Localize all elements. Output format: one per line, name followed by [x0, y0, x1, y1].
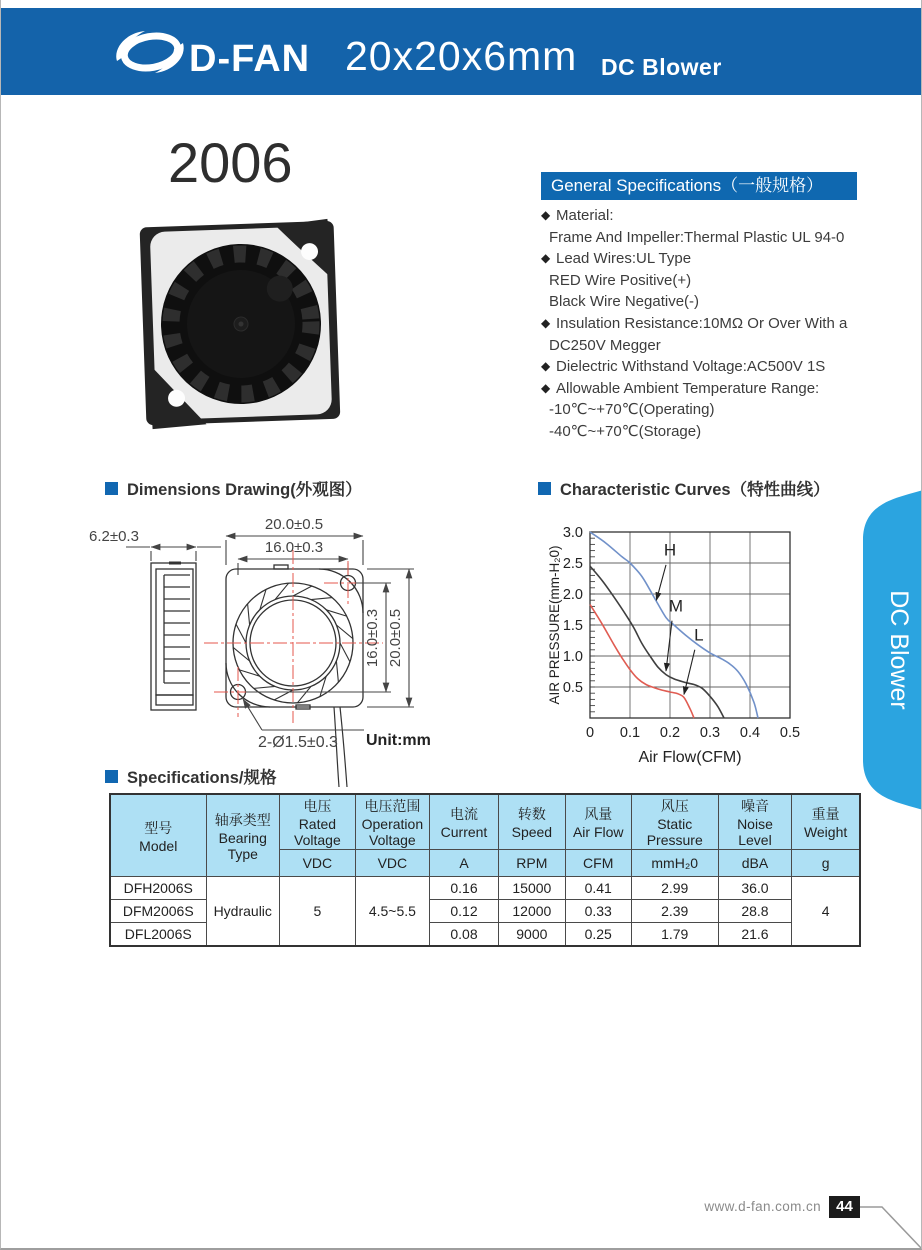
spacer — [541, 421, 549, 443]
cell-model: DFL2006S — [110, 923, 206, 947]
spec-text: Material: — [556, 207, 614, 224]
cell-air-flow: 0.41 — [565, 877, 631, 900]
unit-a: A — [429, 850, 498, 877]
side-view — [151, 563, 196, 710]
svg-text:3.0: 3.0 — [562, 525, 583, 541]
footer-url[interactable]: www.d-fan.com.cn — [704, 1199, 821, 1214]
side-tab-label: DC Blower — [885, 590, 913, 710]
unit-vdc: VDC — [355, 850, 429, 877]
header-bar — [1, 8, 921, 95]
dc-blower-side-tab — [857, 488, 922, 812]
specs-section-title: Specifications/规格 — [105, 764, 276, 788]
spec-line — [541, 270, 881, 292]
svg-text:0.3: 0.3 — [699, 725, 721, 741]
svg-text:0.1: 0.1 — [619, 725, 641, 741]
spec-line — [541, 313, 881, 335]
svg-text:0.5: 0.5 — [779, 725, 801, 741]
chart-ylabel: AIR PRESSURE(mm-H₂0) — [547, 545, 562, 705]
blue-square-bullet-icon — [538, 482, 551, 495]
cell-model: DFH2006S — [110, 877, 206, 900]
dim-holes: 2-Ø1.5±0.3 — [258, 734, 338, 751]
curve-label-H: H — [663, 540, 677, 560]
model-number-title: 2006 — [168, 131, 293, 194]
dfan-logo-icon — [111, 21, 189, 83]
cell-noise: 21.6 — [718, 923, 792, 947]
cell-rated-voltage: 5 — [280, 877, 356, 947]
unit-rpm: RPM — [498, 850, 565, 877]
curve-M — [590, 566, 724, 718]
spec-text: Insulation Resistance:10MΩ Or Over With a — [556, 314, 848, 332]
cell-static-pressure: 2.99 — [631, 877, 718, 900]
cell-bearing-type: Hydraulic — [206, 877, 280, 947]
fan-product-image — [131, 212, 351, 440]
col-air-flow: 风量 Air Flow — [565, 794, 631, 850]
cell-operation-voltage: 4.5~5.5 — [355, 877, 429, 947]
col-speed: 转数 Speed — [498, 794, 565, 850]
unit-mmh2o: mmH₂0 — [631, 850, 718, 877]
spec-text: Frame And Impeller:Thermal Plastic UL 94-0 — [549, 228, 845, 246]
unit-label: Unit:mm — [366, 732, 431, 749]
spec-text: -10℃~+70℃(Operating) — [549, 401, 715, 419]
spec-line — [541, 227, 881, 249]
cell-static-pressure: 2.39 — [631, 900, 718, 923]
diamond-bullet-icon: ◆ — [541, 315, 551, 330]
cell-air-flow: 0.33 — [565, 900, 631, 923]
spec-text: Allowable Ambient Temperature Range: — [556, 379, 820, 397]
spec-line — [541, 291, 881, 313]
cell-speed: 12000 — [498, 900, 565, 923]
header-size: 20x20x6mm — [345, 33, 578, 79]
spec-text: RED Wire Positive(+) — [549, 271, 692, 289]
dimensions-drawing — [86, 495, 536, 795]
spec-text: Dielectric Withstand Voltage:AC500V 1S — [556, 358, 826, 376]
dim-height-holes: 16.0±0.3 — [364, 608, 381, 668]
dimensions-section-title: Dimensions Drawing(外观图） — [105, 476, 362, 500]
cell-model: DFM2006S — [110, 900, 206, 923]
col-model: 型号 Model — [110, 794, 206, 877]
unit-vdc: VDC — [280, 850, 356, 877]
col-noise: 噪音 Noise Level — [718, 794, 792, 850]
centerlines — [204, 550, 383, 723]
spec-text: Lead Wires:UL Type — [556, 250, 692, 268]
spacer — [541, 291, 549, 313]
spec-line — [541, 421, 881, 443]
svg-text:1.0: 1.0 — [562, 649, 583, 665]
col-current: 电流 Current — [429, 794, 498, 850]
svg-text:0.4: 0.4 — [739, 725, 761, 741]
diamond-bullet-icon: ◆ — [541, 208, 551, 222]
cell-speed: 9000 — [498, 923, 565, 947]
svg-text:2.5: 2.5 — [562, 556, 583, 572]
unit-dba: dBA — [718, 850, 792, 877]
front-view — [226, 565, 363, 787]
spacer — [541, 399, 549, 421]
unit-g: g — [792, 850, 860, 877]
col-operation-voltage: 电压范围 Operation Voltage — [355, 794, 429, 850]
brand-name: D-FAN — [189, 38, 311, 80]
cell-noise: 28.8 — [718, 900, 792, 923]
spec-line — [541, 335, 881, 357]
svg-text:0.5: 0.5 — [562, 680, 583, 696]
spec-line — [541, 248, 881, 270]
diamond-bullet-icon: ◆ — [541, 251, 551, 266]
chart-xlabel: Air Flow(CFM) — [638, 749, 742, 766]
dim-thickness: 6.2±0.3 — [89, 528, 139, 545]
dim-height-outer: 20.0±0.5 — [387, 608, 404, 668]
curves-section-title: Characteristic Curves（特性曲线） — [538, 476, 830, 500]
cell-current: 0.08 — [429, 923, 498, 947]
svg-text:0: 0 — [585, 725, 595, 741]
characteristic-curves-chart — [546, 498, 826, 770]
cell-static-pressure: 1.79 — [631, 923, 718, 947]
general-specs-header: General Specifications（一般规格） — [541, 172, 857, 200]
col-rated-voltage: 电压 Rated Voltage — [280, 794, 356, 850]
unit-cfm: CFM — [565, 850, 631, 877]
footer-page-number: 44 — [829, 1196, 860, 1218]
specifications-table — [109, 793, 861, 947]
curve-label-L: L — [694, 625, 704, 645]
spec-text: DC250V Megger — [549, 336, 661, 354]
svg-text:0.2: 0.2 — [659, 725, 681, 741]
spec-line — [541, 205, 881, 227]
spec-line — [541, 399, 881, 421]
cell-air-flow: 0.25 — [565, 923, 631, 947]
general-spec-list — [541, 205, 881, 443]
dim-width-holes: 16.0±0.3 — [264, 539, 324, 556]
table-row — [110, 877, 860, 900]
col-bearing: 轴承类型 Bearing Type — [206, 794, 280, 877]
curve-label-M: M — [668, 596, 684, 616]
spacer — [541, 270, 549, 292]
cell-noise: 36.0 — [718, 877, 792, 900]
spec-text: Black Wire Negative(-) — [549, 293, 700, 311]
svg-text:1.5: 1.5 — [562, 618, 583, 634]
diamond-bullet-icon: ◆ — [541, 380, 551, 395]
diamond-bullet-icon: ◆ — [541, 359, 551, 374]
spec-line — [541, 356, 881, 378]
spacer — [541, 335, 549, 357]
blue-square-bullet-icon — [105, 482, 118, 495]
cell-current: 0.12 — [429, 900, 498, 923]
col-static-pressure: 风压 Static Pressure — [631, 794, 718, 850]
col-weight: 重量 Weight — [792, 794, 860, 850]
spec-line — [541, 378, 881, 400]
cell-speed: 15000 — [498, 877, 565, 900]
svg-text:2.0: 2.0 — [562, 587, 583, 603]
header-product-type: DC Blower — [601, 54, 722, 80]
curve-L — [590, 605, 694, 719]
dim-width-outer: 20.0±0.5 — [264, 516, 324, 533]
cell-weight: 4 — [792, 877, 860, 947]
cell-current: 0.16 — [429, 877, 498, 900]
footer-decoration-line — [860, 1196, 922, 1250]
spacer — [541, 227, 549, 249]
spec-text: -40℃~+70℃(Storage) — [549, 422, 702, 440]
